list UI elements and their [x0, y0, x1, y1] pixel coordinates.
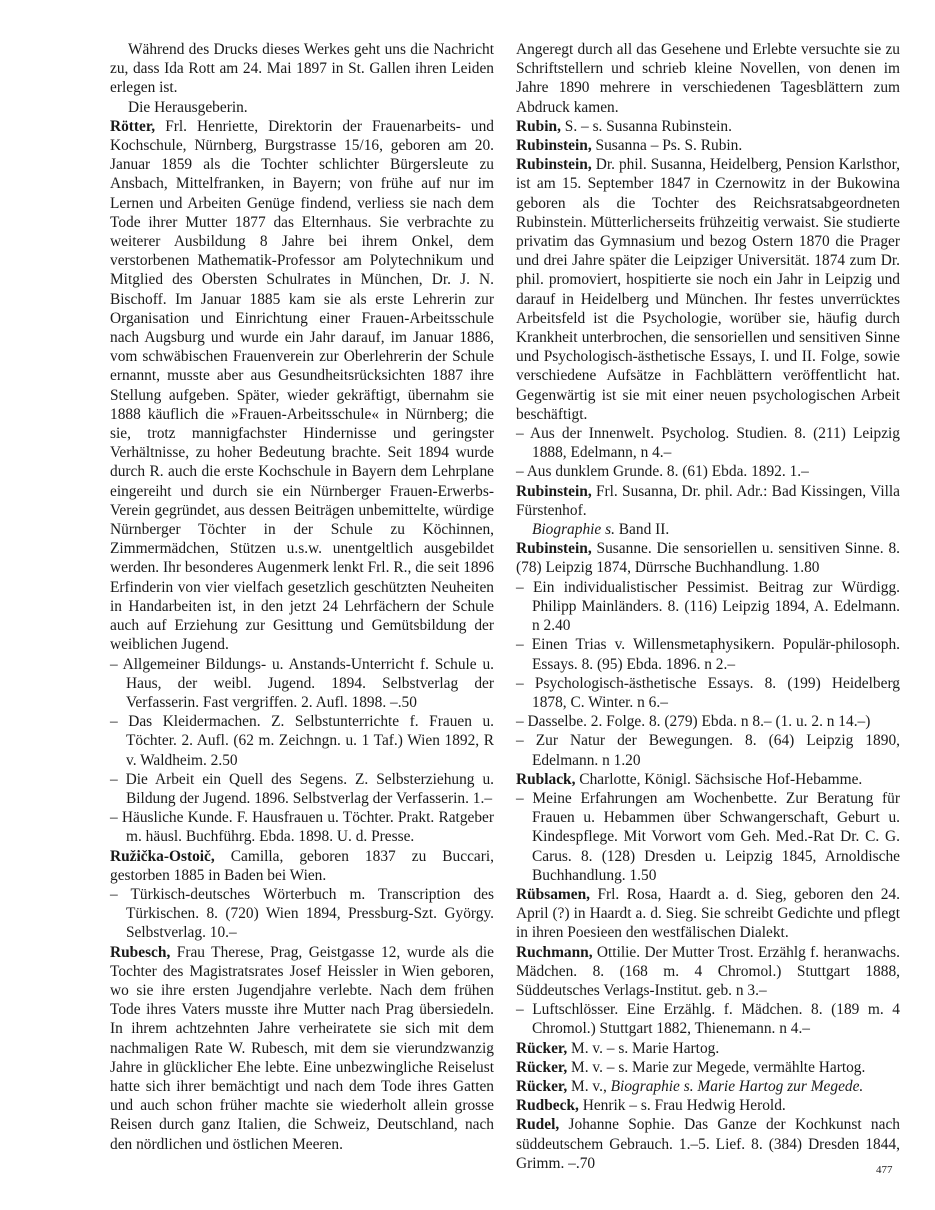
notice-paragraph: Während des Drucks dieses Werkes geht uns die Nachricht zu, dass Ida Rott am 24. Mai 1897 in St. Gallen ihren Leiden erlegen ist.	[110, 41, 494, 97]
work-item: – Die Arbeit ein Quell des Segens. Z. Selbsterziehung u. Bildung der Jugend. 1896. Selbstverlag der Verfasserin. 1.–	[110, 770, 494, 807]
right-column	[516, 40, 900, 1173]
entry-rubinstein-ps: Rubinstein, Susanna – Ps. S. Rubin.	[516, 137, 743, 155]
entry-ruzicka-ostoic: Ružička-Ostoič, Camilla, geboren 1837 zu Buccari, gestorben 1885 in Baden bei Wien.	[110, 847, 494, 884]
entry-rublack: Rublack, Charlotte, Königl. Sächsische Hof-Hebamme.	[516, 770, 863, 788]
work-item: – Allgemeiner Bildungs- u. Anstands-Unterricht f. Schule u. Haus, der weibl. Jugend. 1894. Selbstverlag der Verfasserin. Fast vergriffen. 2. Aufl. 1898. –.50	[110, 655, 494, 711]
entry-rubinstein-susanne: Rubinstein, Susanne. Die sensoriellen u. sensitiven Sinne. 8. (78) Leipzig 1874, Dürrsche Buchhandlung. 1.80	[516, 540, 900, 577]
entry-rubinstein-dr: Rubinstein, Dr. phil. Susanna, Heidelberg, Pension Karlsthor, ist am 15. September 1847 in Czernowitz in der Bukowina geboren als die Tochter des Reichsratsabgeordneten Rubinstein. Mütterlicherseits frühzeitig verwaist. Sie studierte privatim das Gymnasium und bezog Ostern 1870 die Prager und drei Jahre später die Leipziger Universität. 1874 zum Dr. phil. promoviert, hospitierte sie noch ein Jahr in Leipzig und darauf in Heidelberg und München. Ihr festes unverrücktes Arbeitsfeld ist die Psychologie, worüber sie, häufig durch Krankheit unterbrochen, die sensoriellen und sensitiven Sinne und Psychologisch-ästhetische Essays, I. und II. Folge, sowie verschiedene Aufsätze in Fachblättern veröffentlicht hat. Gegenwärtig ist sie mit einer neuen psychologischen Arbeit beschäftigt.	[516, 156, 900, 423]
work-item: – Luftschlösser. Eine Erzählg. f. Mädchen. 8. (189 m. 4 Chromol.) Stuttgart 1882, Thienemann. n 4.–	[516, 1001, 900, 1038]
work-item: – Häusliche Kunde. F. Hausfrauen u. Töchter. Prakt. Ratgeber m. häusl. Buchführg. Ebda. 1898. U. d. Presse.	[110, 809, 494, 846]
work-item: – Einen Trias v. Willensmetaphysikern. Populär-philosoph. Essays. 8. (95) Ebda. 1896. n 2.–	[516, 636, 900, 673]
entry-rudbeck: Rudbeck, Henrik – s. Frau Hedwig Herold.	[516, 1097, 786, 1115]
entry-rubinstein-frl: Rubinstein, Frl. Susanna, Dr. phil. Adr.: Bad Kissingen, Villa Fürstenhof.	[516, 482, 900, 519]
page-number: 477	[876, 1164, 893, 1176]
left-column	[110, 40, 494, 1154]
entry-rudel: Rudel, Johanne Sophie. Das Ganze der Kochkunst nach süddeutschem Gebrauch. 1.–5. Lief. 8. (384) Dresden 1844, Grimm. –.70	[516, 1116, 900, 1172]
work-item: – Zur Natur der Bewegungen. 8. (64) Leipzig 1890, Edelmann. n 1.20	[516, 732, 900, 769]
work-item: – Das Kleidermachen. Z. Selbstunterrichte f. Frauen u. Töchter. 2. Aufl. (62 m. Zeichngn. u. 1 Taf.) Wien 1892, R v. Waldheim. 2.50	[110, 713, 494, 769]
entry-ruchmann: Ruchmann, Ottilie. Der Mutter Trost. Erzählg f. heranwachs. Mädchen. 8. (168 m. 4 Chromol.) Stuttgart 1888, Süddeutsches Verlags-Institut. geb. n 3.–	[516, 943, 900, 999]
entry-ruecker-1: Rücker, M. v. – s. Marie Hartog.	[516, 1039, 720, 1057]
work-item: – Türkisch-deutsches Wörterbuch m. Transcription des Türkischen. 8. (720) Wien 1894, Pressburg-Szt. György. Selbstverlag. 10.–	[110, 885, 494, 942]
entry-roetter: Rötter, Frl. Henriette, Direktorin der Frauenarbeits- und Kochschule, Nürnberg, Burgstrasse 15/16, geboren am 20. Januar 1859 als die Tochter schlichter Bürgersleute zu Ansbach, Mittelfranken, in Bayern; von frühe auf nur im Lernen und Arbeiten Genüge findend, verliess sie nach dem Tode ihrer Mutter 1877 das Elternhaus. Sie verbrachte zu weiterer Ausbildung 8 Jahre bei ihrem Onkel, dem verstorbenen Mathematik-Professor am Polytechnikum und Mitglied des Obersten Schulrates in München, Dr. J. N. Bischoff. Im Januar 1885 kam sie als erste Lehrerin zur Organisation und Einrichtung einer Frauen-Arbeitsschule nach Augsburg und wurde ein Jahr darauf, im Januar 1886, vom schwäbischen Frauenverein zur Oberlehrerin der Schule ernannt, musste aber aus Gesundheitsrücksichten 1887 ihre Stellung aufgeben. Später, wieder gekräftigt, übernahm sie 1888 käuflich die »Frauen-Arbeitsschule« in Nürnberg; die sie, trotz mannigfachster Hindernisse und geringster Verhältnisse, zu hoher Bedeutung brachte. Seit 1894 wurde durch R. auch die erste Kochschule in Bayern dem Lehrplane eingereiht und durch sie ein Nürnberger Frauen-Erwerbs-Verein gegründet, aus dessen Beiträgen unbemittelte, würdige Nürnberger Töchter in der Schule zu Köchinnen, Zimmermädchen, Stützen u.s.w. unentgeltlich ausgebildet werden. Ihr besonderes Augenmerk lenkt Frl. R., die seit 1896 Erfinderin von vier vielfach gesetzlich geschützten Neuheiten in Handarbeiten ist, in den jetzt 24 Lehrfächern der Schule auch auf Erziehung zur Gesittung und Gemütsbildung der weiblichen Jugend.	[110, 117, 494, 654]
work-item: – Psychologisch-ästhetische Essays. 8. (199) Heidelberg 1878, C. Winter. n 6.–	[516, 674, 900, 711]
entry-ruecker-3: Rücker, M. v., Biographie s. Marie Hartog zur Megede.	[516, 1077, 864, 1095]
entry-ruebsamen: Rübsamen, Frl. Rosa, Haardt a. d. Sieg, geboren den 24. April (?) in Haardt a. d. Sieg. Sie schreibt Gedichte und pflegt in ihren Poesieen den westfälischen Dialekt.	[516, 885, 900, 942]
work-item: – Meine Erfahrungen am Wochenbette. Zur Beratung für Frauen u. Hebammen über Schwangerschaft, Geburt u. Kindespflege. Mit Vorwort vom Geh. Med.-Rat Dr. C. G. Carus. 8. (128) Dresden u. Leipzig 1845, Arnoldische Buchhandlung. 1.50	[516, 789, 900, 884]
entry-rubesch: Rubesch, Frau Therese, Prag, Geistgasse 12, wurde als die Tochter des Magistratsrates Josef Heissler in Wien geboren, wo sie ihre ersten Jugendjahre verlebte. Nach dem frühen Tode ihres Vaters musste ihre Mutter nach Prag übersiedeln. In ihrem achtzehnten Jahre verheiratete sie sich mit dem nachmaligen Rate W. Rubesch, mit dem sie vierundzwanzig Jahre in glücklicher Ehe lebte. Eine unbezwingliche Reiselust hatte sich ihrer bemächtigt und nach dem Tode ihres Gatten und auch schon früher machte sie wiederholt allein grosse Reisen durch ganz Italien, die Schweiz, Deutschland, nach den nördlichen und östlichen Meeren.	[110, 943, 494, 1153]
biography-reference: Biographie s. Band II.	[532, 521, 670, 539]
entry-ruecker-2: Rücker, M. v. – s. Marie zur Megede, vermählte Hartog.	[516, 1058, 866, 1076]
work-item: – Ein individualistischer Pessimist. Beitrag zur Würdigg. Philipp Mainländers. 8. (116) Leipzig 1894, A. Edelmann. n 2.40	[516, 578, 900, 635]
work-item: – Aus der Innenwelt. Psycholog. Studien. 8. (211) Leipzig 1888, Edelmann, n 4.–	[516, 425, 900, 462]
entry-rubin: Rubin, S. – s. Susanna Rubinstein.	[516, 117, 732, 135]
work-item: – Aus dunklem Grunde. 8. (61) Ebda. 1892. 1.–	[516, 463, 809, 481]
continuation-paragraph: Angeregt durch all das Gesehene und Erlebte versuchte sie zu Schriftstellern und schrieb kleine Novellen, von denen im Jahre 1890 mehrere in verschiedenen Tagesblättern zum Abdruck kamen.	[516, 41, 900, 116]
work-item: – Dasselbe. 2. Folge. 8. (279) Ebda. n 8.– (1. u. 2. n 14.–)	[516, 713, 871, 731]
editor-signature: Die Herausgeberin.	[128, 98, 248, 116]
